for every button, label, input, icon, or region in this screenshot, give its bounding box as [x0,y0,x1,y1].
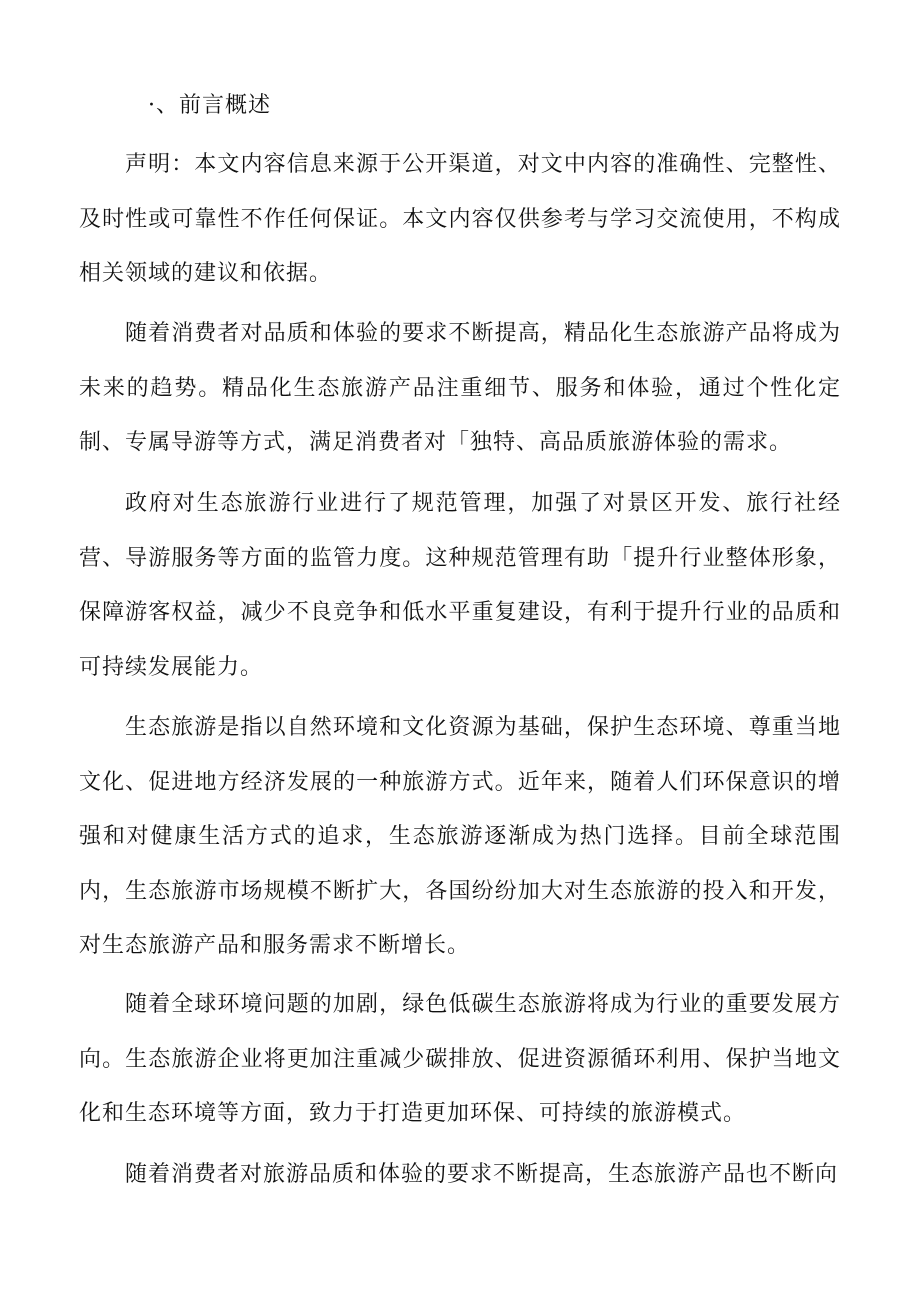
body-paragraph: 政府对生态旅游行业进行了规范管理，加强了对景区开发、旅行社经营、导游服务等方面的监管力度。这种规范管理有助「提升行业整体形象，保障游客权益，减少不良竞争和低水平重复建设，有利于提升行业的品质和可持续发展能力。 [79,491,841,680]
body-paragraph: 随着消费者对旅游品质和体验的要求不断提高，生态旅游产品也不断向 [125,1162,839,1187]
body-paragraph: 随着全球环境问题的加剧，绿色低碳生态旅游将成为行业的重要发展方向。生态旅游企业将更加注重减少碳排放、促进资源循环利用、保护当地文化和生态环境等方面，致力于打造更加环保、可持续的旅游模式。 [79,992,841,1126]
body-paragraph: 随着消费者对品质和体验的要求不断提高，精品化生态旅游产品将成为未来的趋势。精品化生态旅游产品注重细节、服务和体验，通过个性化定制、专属导游等方式，满足消费者对「独特、高品质旅游体验的需求。 [79,321,841,455]
disclaimer-paragraph: 声明：本文内容信息来源于公开渠道，对文中内容的准确性、完整性、及时性或可靠性不作任何保证。本文内容仅供参考与学习交流使用，不构成相关领域的建议和依据。 [79,152,841,286]
section-heading: ·、前言概述 [148,93,271,118]
body-paragraph: 生态旅游是指以自然环境和文化资源为基础，保护生态环境、尊重当地文化、促进地方经济发展的一种旅游方式。近年来，随着人们环保意识的增强和对健康生活方式的追求，生态旅游逐渐成为热门选择。目前全球范围内，生态旅游市场规模不断扩大，各国纷纷加大对生态旅游的投入和开发，对生态旅游产品和服务需求不断增长。 [79,715,841,958]
